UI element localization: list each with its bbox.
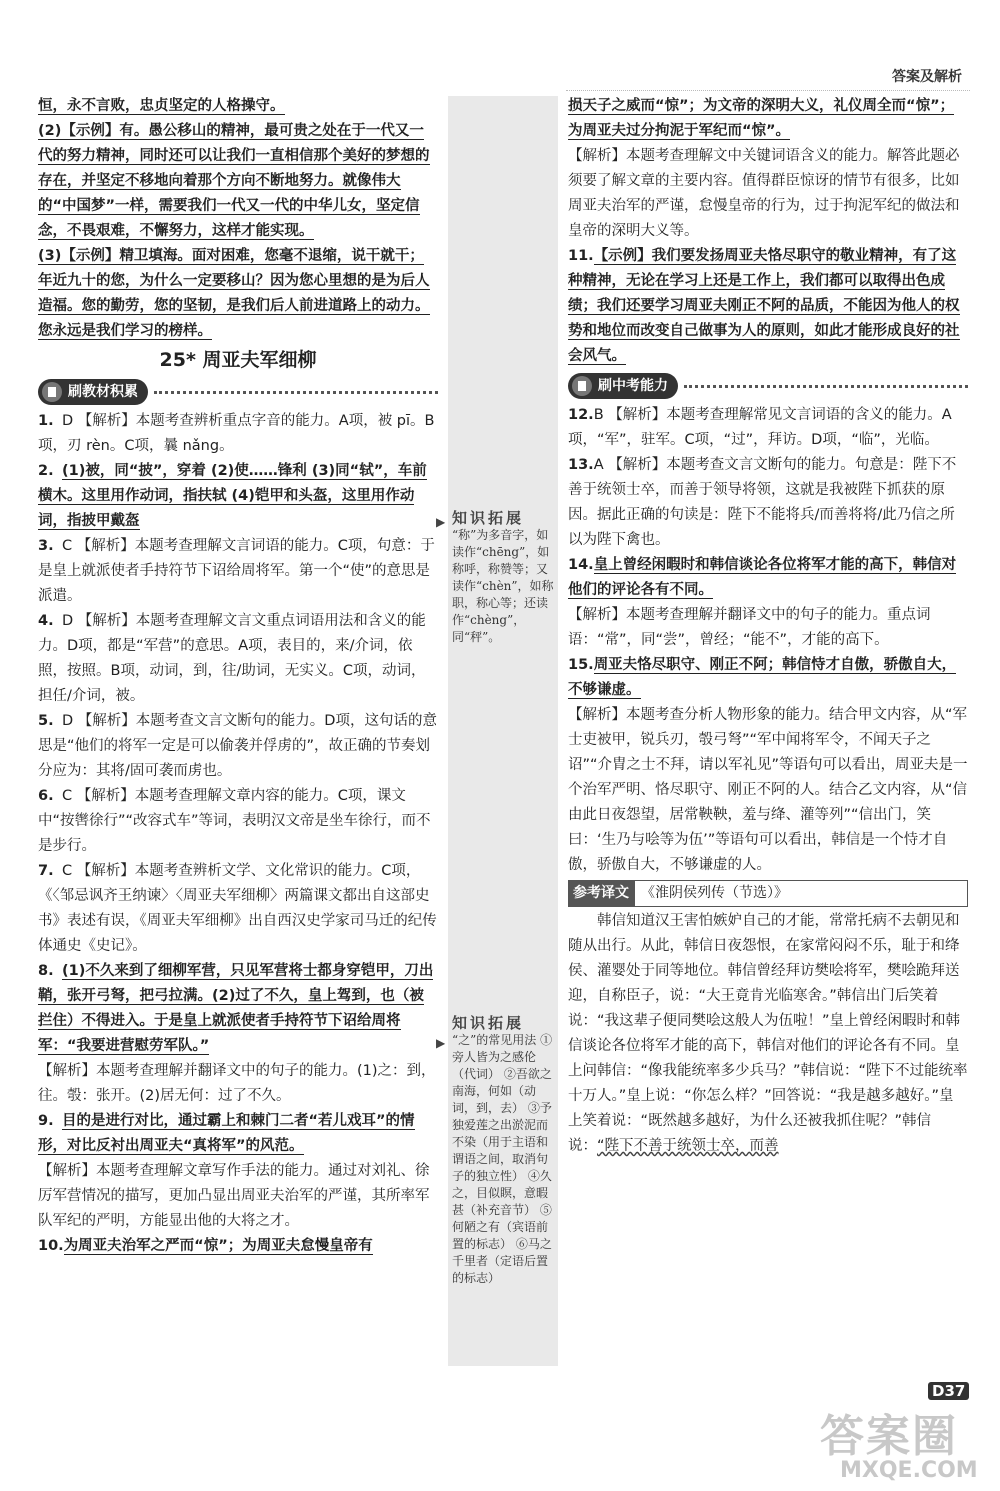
banner-exam xyxy=(568,373,968,399)
book-icon xyxy=(42,382,62,402)
knowledge-box-2 xyxy=(452,1015,556,1287)
answer-item: 12.B 【解析】本题考查理解常见文言词语的含义的能力。A项，“军”，驻军。C项，“过”，拜访。D项，“临”，光临。 xyxy=(568,407,952,448)
translation-paragraph: 韩信知道汉王害怕嫉妒自己的才能，常常托病不去朝见和随从出行。从此，韩信日夜怨恨，在家常闷闷不乐，耻于和绛侯、灌婴处于同等地位。韩信曾经拜访樊哙将军，樊哙跪拜送迎，自称臣子，说：“大王竟肯光临寒舍。”韩信出门后笑着说：“我这辈子便同樊哙这般人为伍啦！”皇上曾经闲暇时和韩信谈论各位将军才能的高下，韩信对他们的评论各有不同。皇上问韩信：“像我能统率多少兵马？”韩信说：“陛下不过能统率十万人。”皇上说：“你怎么样？”回答说：“我是越多越好。”皇上笑着说：“既然越多越好，为什么还被我抓住呢？”韩信说：“陛下不善于统领士卒，而善 xyxy=(568,913,968,1154)
pointer-arrow-icon: ▶ xyxy=(436,515,446,529)
intro-paragraph-2: (2)【示例】有。愚公移山的精神，最可贵之处在于一代又一代的努力精神，同时还可以让我们一直相信那个美好的梦想的存在，并坚定不移地向着那个方向不断地努力。就像伟大的“中国梦”一样，需要我们一代又一代的中华儿女，坚定信念，不畏艰难，不懈努力，这样才能实现。 xyxy=(38,123,430,239)
intro-line-1: 恒，永不言败，忠贞坚定的人格操守。 xyxy=(38,98,285,114)
answer-item: 4. D 【解析】本题考查理解文言文重点词语用法和含义的能力。D项，都是“军营”的意思。A项，表目的，来/介词，依照，按照。B项，动词，到，往/助词，无实义。C项，动词，担任/介词，被。 xyxy=(38,613,426,704)
knowledge-text: “称”为多音字，如读作“chēng”，如称呼，称赞等；又读作“chèn”，如称职，称心等；还读作“chèng”，同“秤”。 xyxy=(452,528,554,644)
answer-item: 【解析】本题考查理解文章写作手法的能力。通过对刘礼、徐厉军营情况的描写，更加凸显出周亚夫治军的严谨，其所率军队军纪的严明，方能显出他的大将之才。 xyxy=(38,1163,430,1229)
intro-paragraph-3: (3)【示例】精卫填海。面对困难，您毫不退缩，说干就干；年近九十的您，为什么一定要移山？因为您心里想的是为后人造福。您的勤劳，您的坚韧，是我们后人前进道路上的动力。您永远是我们学习的榜样。 xyxy=(38,248,430,339)
answer-item: 10.为周亚夫治军之严而“惊”；为周亚夫怠慢皇帝有 xyxy=(38,1238,373,1254)
watermark: 答案圈 MXQE.COM xyxy=(820,1411,978,1483)
section-title: 25* 周亚夫军细柳 xyxy=(159,349,317,371)
answer-item: 6. C 【解析】本题考查理解文章内容的能力。C项，课文中“按辔徐行”“改容式车”等词，表明汉文帝是坐车徐行，而不是步行。 xyxy=(38,788,431,854)
answer-item: 14.皇上曾经闲暇时和韩信谈论各位将军才能的高下，韩信对他们的评论各有不同。 xyxy=(568,557,957,598)
banner-label: 刷中考能力 xyxy=(598,377,668,394)
banner-textbook xyxy=(38,379,438,405)
knowledge-title: 知识拓展 xyxy=(452,1014,525,1032)
answer-item: 【解析】本题考查理解并翻译文中的句子的能力。重点词语：“常”，同“尝”，曾经；“能不”，才能的高下。 xyxy=(568,607,931,648)
answer-item: 7. C 【解析】本题考查辨析文学、文化常识的能力。C项，《〈邹忌讽齐王纳谏〉〈周亚夫军细柳〉两篇课文都出自这部史书》表述有误，《周亚夫军细柳》出自西汉史学家司马迁的纪传体通史《史记》。 xyxy=(38,863,437,954)
answer-item: 【解析】本题考查理解并翻译文中的句子的能力。(1)之：到，往。彀：张开。(2)居无何：过了不久。 xyxy=(38,1063,436,1104)
answer-item: 【解析】本题考查分析人物形象的能力。结合甲文内容，从“军士吏被甲，锐兵刃，彀弓弩”“军中闻将军令，不闻天子之诏”“介胄之士不拜，请以军礼见”等语句可以看出，周亚夫是一个治军严明、恪尽职守、刚正不阿的人。结合乙文内容，从“信由此日夜怨望，居常鞅鞅，羞与绛、灌等列”“信出门，笑曰：‘生乃与哙等为伍’”等语句可以看出，韩信是一个恃才自傲，骄傲自大，不够谦虚的人。 xyxy=(568,707,968,873)
knowledge-box-1 xyxy=(452,510,556,646)
answer-item: 1. D 【解析】本题考查辨析重点字音的能力。A项，被 pī。B项，刃 rèn。C项，曩 nǎng。 xyxy=(38,413,435,454)
answer-item: 5. D 【解析】本题考查文言文断句的能力。D项，这句话的意思是“他们的将军一定是可以偷袭并俘虏的”，故正确的节奏划分应为：其将/固可袭而虏也。 xyxy=(38,713,437,779)
answer-item: 8. (1)不久来到了细柳军营，只见军营将士都身穿铠甲，刀出鞘，张开弓弩，把弓拉满。(2)过了不久，皇上驾到，也（被拦住）不得进入。于是皇上就派使者手持符节下诏给周将军：“我要进营慰劳军队。” xyxy=(38,963,434,1054)
page-number: D37 xyxy=(928,1382,969,1400)
knowledge-title: 知识拓展 xyxy=(452,509,525,527)
header-divider xyxy=(566,90,970,91)
header-label: 答案及解析 xyxy=(892,69,962,85)
banner-label: 刷教材积累 xyxy=(68,383,138,400)
reference-title: 《淮阴侯列传（节选）》 xyxy=(634,880,968,907)
continued-answer: 损天子之威而“惊”；为文帝的深明大义，礼仪周全而“惊”；为周亚夫过分拘泥于军纪而“惊”。 xyxy=(568,98,955,139)
answer-item: 9. 目的是进行对比，通过霸上和棘门二者“若儿戏耳”的情形，对比反衬出周亚夫“真将军”的风范。 xyxy=(38,1113,415,1154)
reference-translation-bar xyxy=(568,880,968,907)
answer-item: 3. C 【解析】本题考查理解文言词语的能力。C项，句意：于是皇上就派使者手持符节下诏给周将军。第一个“使”的意思是派遣。 xyxy=(38,538,435,604)
answer-item: 13.A 【解析】本题考查文言文断句的能力。句意是：陛下不善于统领士卒，而善于领导将领，这就是我被陛下抓获的原因。据此正确的句读是：陛下不能将兵/而善将将/此乃信之所以为陛下禽也。 xyxy=(568,457,957,548)
knowledge-text: “之”的常见用法 ①旁人皆为之感伦（代词） ②吾欲之南海，何如（动词，到，去） ③予独爱莲之出淤泥而不染（用于主语和谓语之间，取消句子的独立性） ④久之，目似瞑，意暇甚（补充音节） ⑤何陋之有（宾语前置的标志） ⑥马之千里者（定语后置的标志） xyxy=(452,1033,553,1285)
dotted-divider xyxy=(154,391,438,394)
reference-tag: 参考译文 xyxy=(568,880,634,907)
pointer-arrow-icon: ▶ xyxy=(436,1036,446,1050)
answer-item: 11.【示例】我们要发扬周亚夫恪尽职守的敬业精神，有了这种精神，无论在学习上还是工作上，我们都可以取得出色成绩；我们还要学习周亚夫刚正不阿的品质，不能因为他人的权势和地位而改变自己做事为人的原则，如此才能形成良好的社会风气。 xyxy=(568,248,960,364)
answer-item: 15.周亚夫恪尽职守、刚正不阿；韩信恃才自傲，骄傲自大，不够谦虚。 xyxy=(568,657,957,698)
book-icon xyxy=(572,376,592,396)
left-column xyxy=(38,94,438,1259)
translation-wavy-end: “陛下不善于统领士卒，而善 xyxy=(597,1138,779,1154)
analysis-paragraph: 【解析】本题考查理解文中关键词语含义的能力。解答此题必须要了解文章的主要内容。值得群臣惊讶的情节有很多，比如周亚夫治军的严谨，怠慢皇帝的行为，过于拘泥军纪的做法和皇帝的深明大义等。 xyxy=(568,148,960,239)
answer-item: 2. (1)被，同“披”，穿着 (2)使……锋利 (3)同“轼”，车前横木。这里用作动词，指扶轼 (4)铠甲和头盔，这里用作动词，指披甲戴盔 xyxy=(38,463,427,529)
dotted-divider xyxy=(684,385,968,388)
right-column xyxy=(568,94,968,1159)
